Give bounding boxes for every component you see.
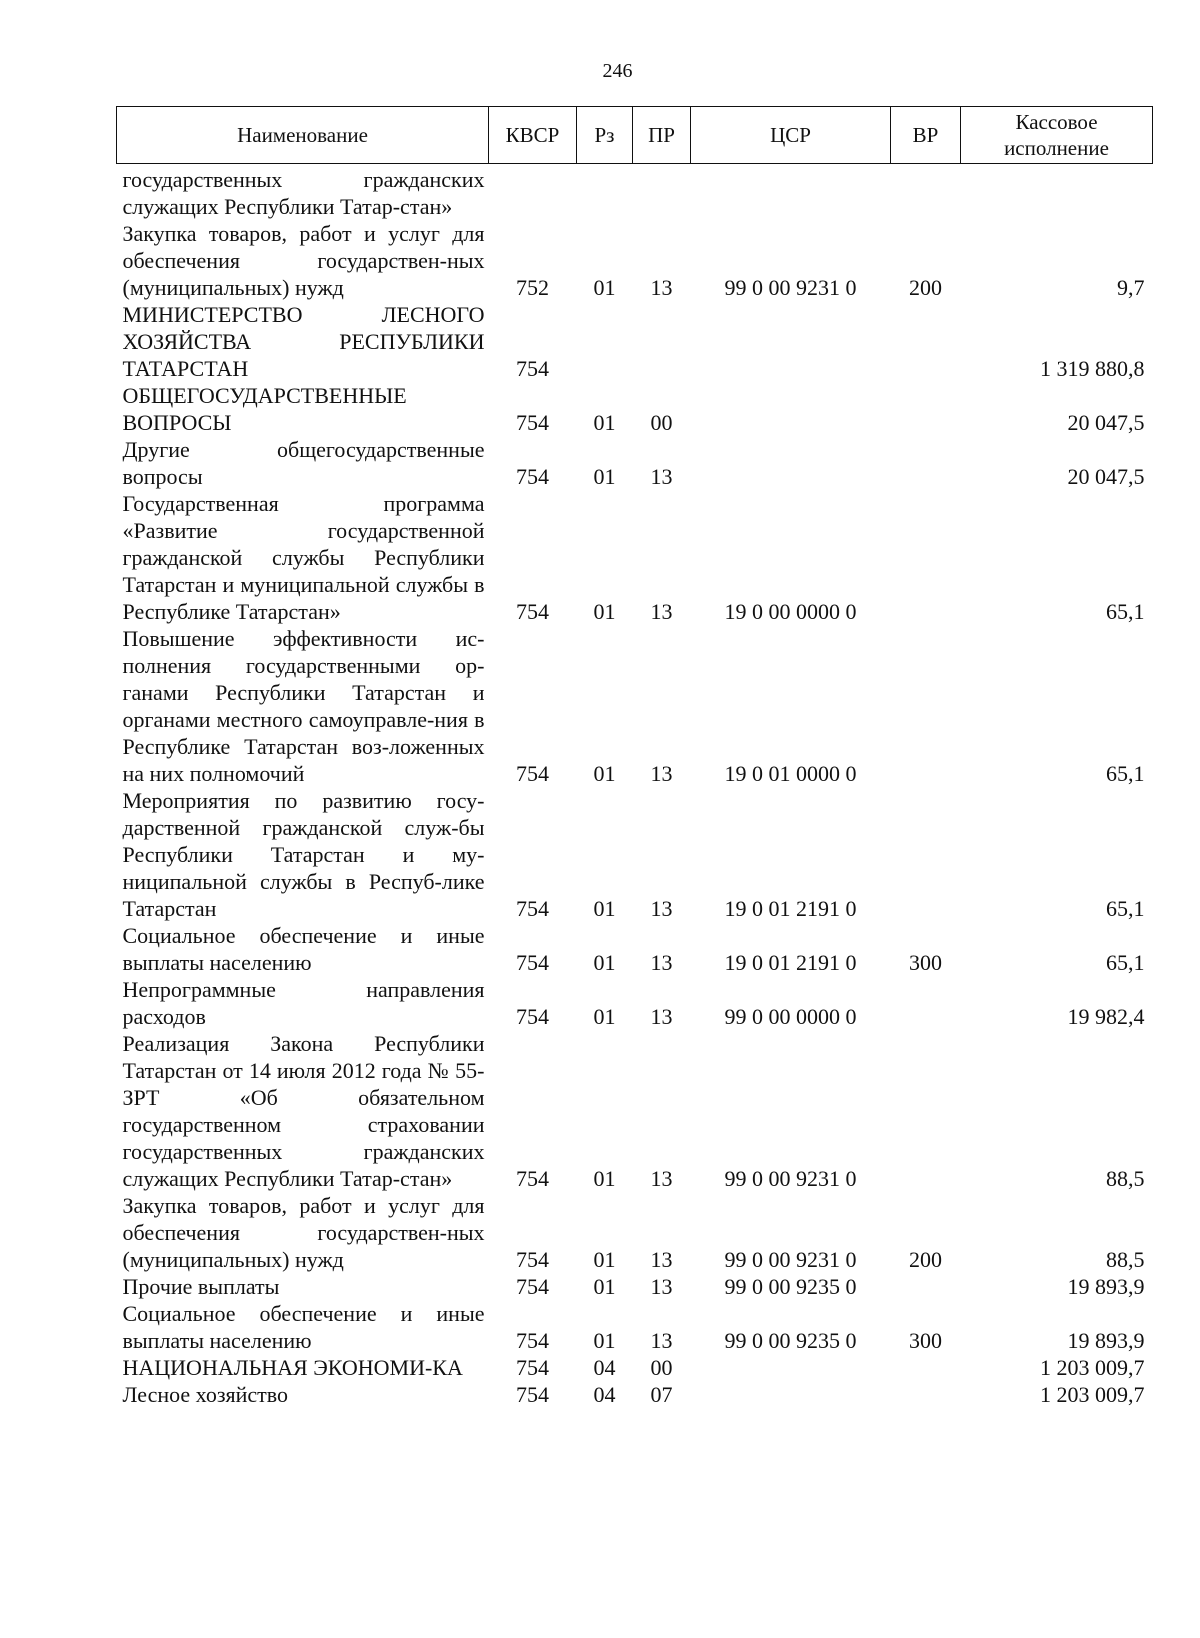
cell-name: ОБЩЕГОСУДАРСТВЕННЫЕ ВОПРОСЫ — [122, 383, 407, 435]
cell-vr — [891, 164, 961, 221]
cell-name: Прочие выплаты — [122, 1274, 280, 1299]
cell-rz: 01 — [593, 599, 616, 624]
cell-pr: 13 — [650, 950, 673, 975]
table-row — [117, 1381, 1153, 1408]
column-header-kvsr: КВСР — [489, 107, 577, 164]
table-row — [117, 787, 1153, 922]
cell-kvsr — [489, 164, 577, 221]
table-row — [117, 382, 1153, 436]
cell-csr: 19 0 01 0000 0 — [724, 761, 857, 786]
column-header-sum: Кассовое исполнение — [961, 107, 1153, 164]
table-row — [117, 976, 1153, 1030]
table-row — [117, 436, 1153, 490]
cell-rz: 01 — [593, 761, 616, 786]
cell-csr: 99 0 00 9235 0 — [724, 1274, 857, 1299]
cell-vr — [891, 787, 961, 922]
cell-pr: 13 — [650, 1247, 673, 1272]
cell-name: государственных гражданских служащих Республики Татар-стан» — [122, 167, 485, 219]
cell-csr: 99 0 00 9231 0 — [724, 1166, 857, 1191]
cell-pr: 00 — [650, 1355, 673, 1380]
cell-kvsr: 754 — [516, 1355, 549, 1380]
cell-rz — [577, 164, 633, 221]
cell-pr: 13 — [650, 1166, 673, 1191]
cell-csr — [691, 301, 891, 382]
cell-name: Социальное обеспечение и иные выплаты населению — [122, 1301, 485, 1353]
cell-sum: 65,1 — [1106, 761, 1145, 786]
table-row — [117, 1300, 1153, 1354]
cell-vr — [891, 625, 961, 787]
table-row — [117, 220, 1153, 301]
cell-kvsr: 754 — [516, 599, 549, 624]
column-header-rz: Рз — [577, 107, 633, 164]
table-row — [117, 1273, 1153, 1300]
cell-csr — [691, 382, 891, 436]
cell-csr: 99 0 00 9231 0 — [724, 275, 857, 300]
table-row — [117, 490, 1153, 625]
column-header-name: Наименование — [117, 107, 489, 164]
cell-vr — [891, 490, 961, 625]
table-row — [117, 1192, 1153, 1273]
cell-csr — [691, 1381, 891, 1408]
table-row — [117, 1030, 1153, 1192]
cell-sum: 65,1 — [1106, 950, 1145, 975]
cell-csr: 99 0 00 9235 0 — [724, 1328, 857, 1353]
cell-kvsr: 754 — [516, 1004, 549, 1029]
cell-sum: 19 893,9 — [1067, 1328, 1145, 1353]
cell-kvsr: 754 — [516, 1382, 549, 1407]
cell-vr — [891, 1381, 961, 1408]
cell-name: Другие общегосударственные вопросы — [122, 437, 485, 489]
cell-pr: 13 — [650, 1004, 673, 1029]
cell-pr: 13 — [650, 1328, 673, 1353]
cell-pr: 13 — [650, 599, 673, 624]
cell-vr — [891, 382, 961, 436]
table-row — [117, 1354, 1153, 1381]
cell-rz: 01 — [593, 1328, 616, 1353]
cell-vr: 300 — [909, 950, 942, 975]
page-number: 246 — [602, 60, 633, 82]
cell-rz: 01 — [593, 464, 616, 489]
cell-rz: 01 — [593, 1166, 616, 1191]
cell-sum: 65,1 — [1106, 896, 1145, 921]
cell-csr — [691, 1354, 891, 1381]
cell-name: Непрограммные направления расходов — [122, 977, 485, 1029]
cell-pr — [633, 164, 691, 221]
cell-kvsr: 754 — [516, 464, 549, 489]
cell-name: Закупка товаров, работ и услуг для обеспечения государствен-ных (муниципальных) нужд — [122, 1193, 485, 1272]
cell-name: НАЦИОНАЛЬНАЯ ЭКОНОМИ-КА — [122, 1355, 463, 1380]
table-row — [117, 164, 1153, 221]
cell-kvsr: 754 — [516, 410, 549, 435]
cell-rz: 04 — [593, 1355, 616, 1380]
cell-vr — [891, 976, 961, 1030]
cell-kvsr: 754 — [516, 896, 549, 921]
cell-sum: 1 203 009,7 — [1040, 1355, 1145, 1380]
cell-rz: 01 — [593, 275, 616, 300]
cell-pr — [633, 301, 691, 382]
cell-vr — [891, 1273, 961, 1300]
cell-name: Повышение эффективности ис-полнения государственными ор-ганами Республики Татарстан и органами местного самоуправле-ния в Республике Татарстан воз-ложенных на них полномочий — [122, 626, 485, 786]
cell-sum: 65,1 — [1106, 599, 1145, 624]
cell-kvsr: 754 — [516, 950, 549, 975]
cell-csr: 99 0 00 9231 0 — [724, 1247, 857, 1272]
cell-rz: 04 — [593, 1382, 616, 1407]
cell-name: Закупка товаров, работ и услуг для обеспечения государствен-ных (муниципальных) нужд — [122, 221, 485, 300]
column-header-pr: ПР — [633, 107, 691, 164]
cell-vr: 200 — [909, 275, 942, 300]
cell-kvsr: 754 — [516, 1166, 549, 1191]
cell-rz — [577, 301, 633, 382]
cell-vr — [891, 301, 961, 382]
cell-kvsr: 754 — [516, 761, 549, 786]
cell-vr — [891, 436, 961, 490]
table-header — [117, 107, 1153, 164]
table-row — [117, 301, 1153, 382]
cell-kvsr: 754 — [516, 1274, 549, 1299]
cell-pr: 13 — [650, 464, 673, 489]
cell-sum: 19 982,4 — [1067, 1004, 1145, 1029]
cell-rz: 01 — [593, 896, 616, 921]
cell-csr — [691, 436, 891, 490]
cell-name: МИНИСТЕРСТВО ЛЕСНОГО ХОЗЯЙСТВА РЕСПУБЛИКИ ТАТАРСТАН — [122, 302, 485, 381]
cell-name: Реализация Закона Республики Татарстан от 14 июля 2012 года № 55-ЗРТ «Об обязательном государственном страховании государственных гражданских служащих Республики Татар-стан» — [122, 1031, 485, 1191]
cell-csr — [691, 164, 891, 221]
cell-sum: 19 893,9 — [1067, 1274, 1145, 1299]
column-header-vr: ВР — [891, 107, 961, 164]
cell-name: Государственная программа «Развитие государственной гражданской службы Республики Татарстан и муниципальной службы в Республике Татарстан» — [122, 491, 485, 624]
table-row — [117, 625, 1153, 787]
cell-csr: 99 0 00 0000 0 — [724, 1004, 857, 1029]
cell-rz: 01 — [593, 950, 616, 975]
cell-rz: 01 — [593, 1247, 616, 1272]
cell-pr: 13 — [650, 275, 673, 300]
cell-sum: 88,5 — [1106, 1247, 1145, 1272]
cell-csr: 19 0 00 0000 0 — [724, 599, 857, 624]
budget-table — [116, 106, 1153, 1408]
cell-vr — [891, 1030, 961, 1192]
cell-name: Мероприятия по развитию госу-дарственной гражданской служ-бы Республики Татарстан и му-ниципальной службы в Респуб-лике Татарстан — [122, 788, 485, 921]
cell-kvsr: 754 — [516, 356, 549, 381]
cell-csr: 19 0 01 2191 0 — [724, 950, 857, 975]
cell-vr: 300 — [909, 1328, 942, 1353]
cell-rz: 01 — [593, 410, 616, 435]
cell-pr: 00 — [650, 410, 673, 435]
cell-sum: 9,7 — [1117, 275, 1145, 300]
cell-name: Социальное обеспечение и иные выплаты населению — [122, 923, 485, 975]
cell-csr: 19 0 01 2191 0 — [724, 896, 857, 921]
cell-pr: 13 — [650, 1274, 673, 1299]
table-body — [117, 164, 1153, 1409]
cell-kvsr: 754 — [516, 1247, 549, 1272]
cell-sum: 1 319 880,8 — [1040, 356, 1145, 381]
cell-sum: 20 047,5 — [1067, 464, 1145, 489]
cell-sum: 20 047,5 — [1067, 410, 1145, 435]
cell-vr — [891, 1354, 961, 1381]
table-row — [117, 922, 1153, 976]
cell-sum: 1 203 009,7 — [1040, 1382, 1145, 1407]
cell-vr: 200 — [909, 1247, 942, 1272]
cell-sum — [961, 164, 1153, 221]
cell-name: Лесное хозяйство — [122, 1382, 289, 1407]
cell-pr: 07 — [650, 1382, 673, 1407]
cell-pr: 13 — [650, 896, 673, 921]
cell-sum: 88,5 — [1106, 1166, 1145, 1191]
cell-pr: 13 — [650, 761, 673, 786]
cell-rz: 01 — [593, 1004, 616, 1029]
cell-kvsr: 752 — [516, 275, 549, 300]
column-header-csr: ЦСР — [691, 107, 891, 164]
cell-kvsr: 754 — [516, 1328, 549, 1353]
cell-rz: 01 — [593, 1274, 616, 1299]
